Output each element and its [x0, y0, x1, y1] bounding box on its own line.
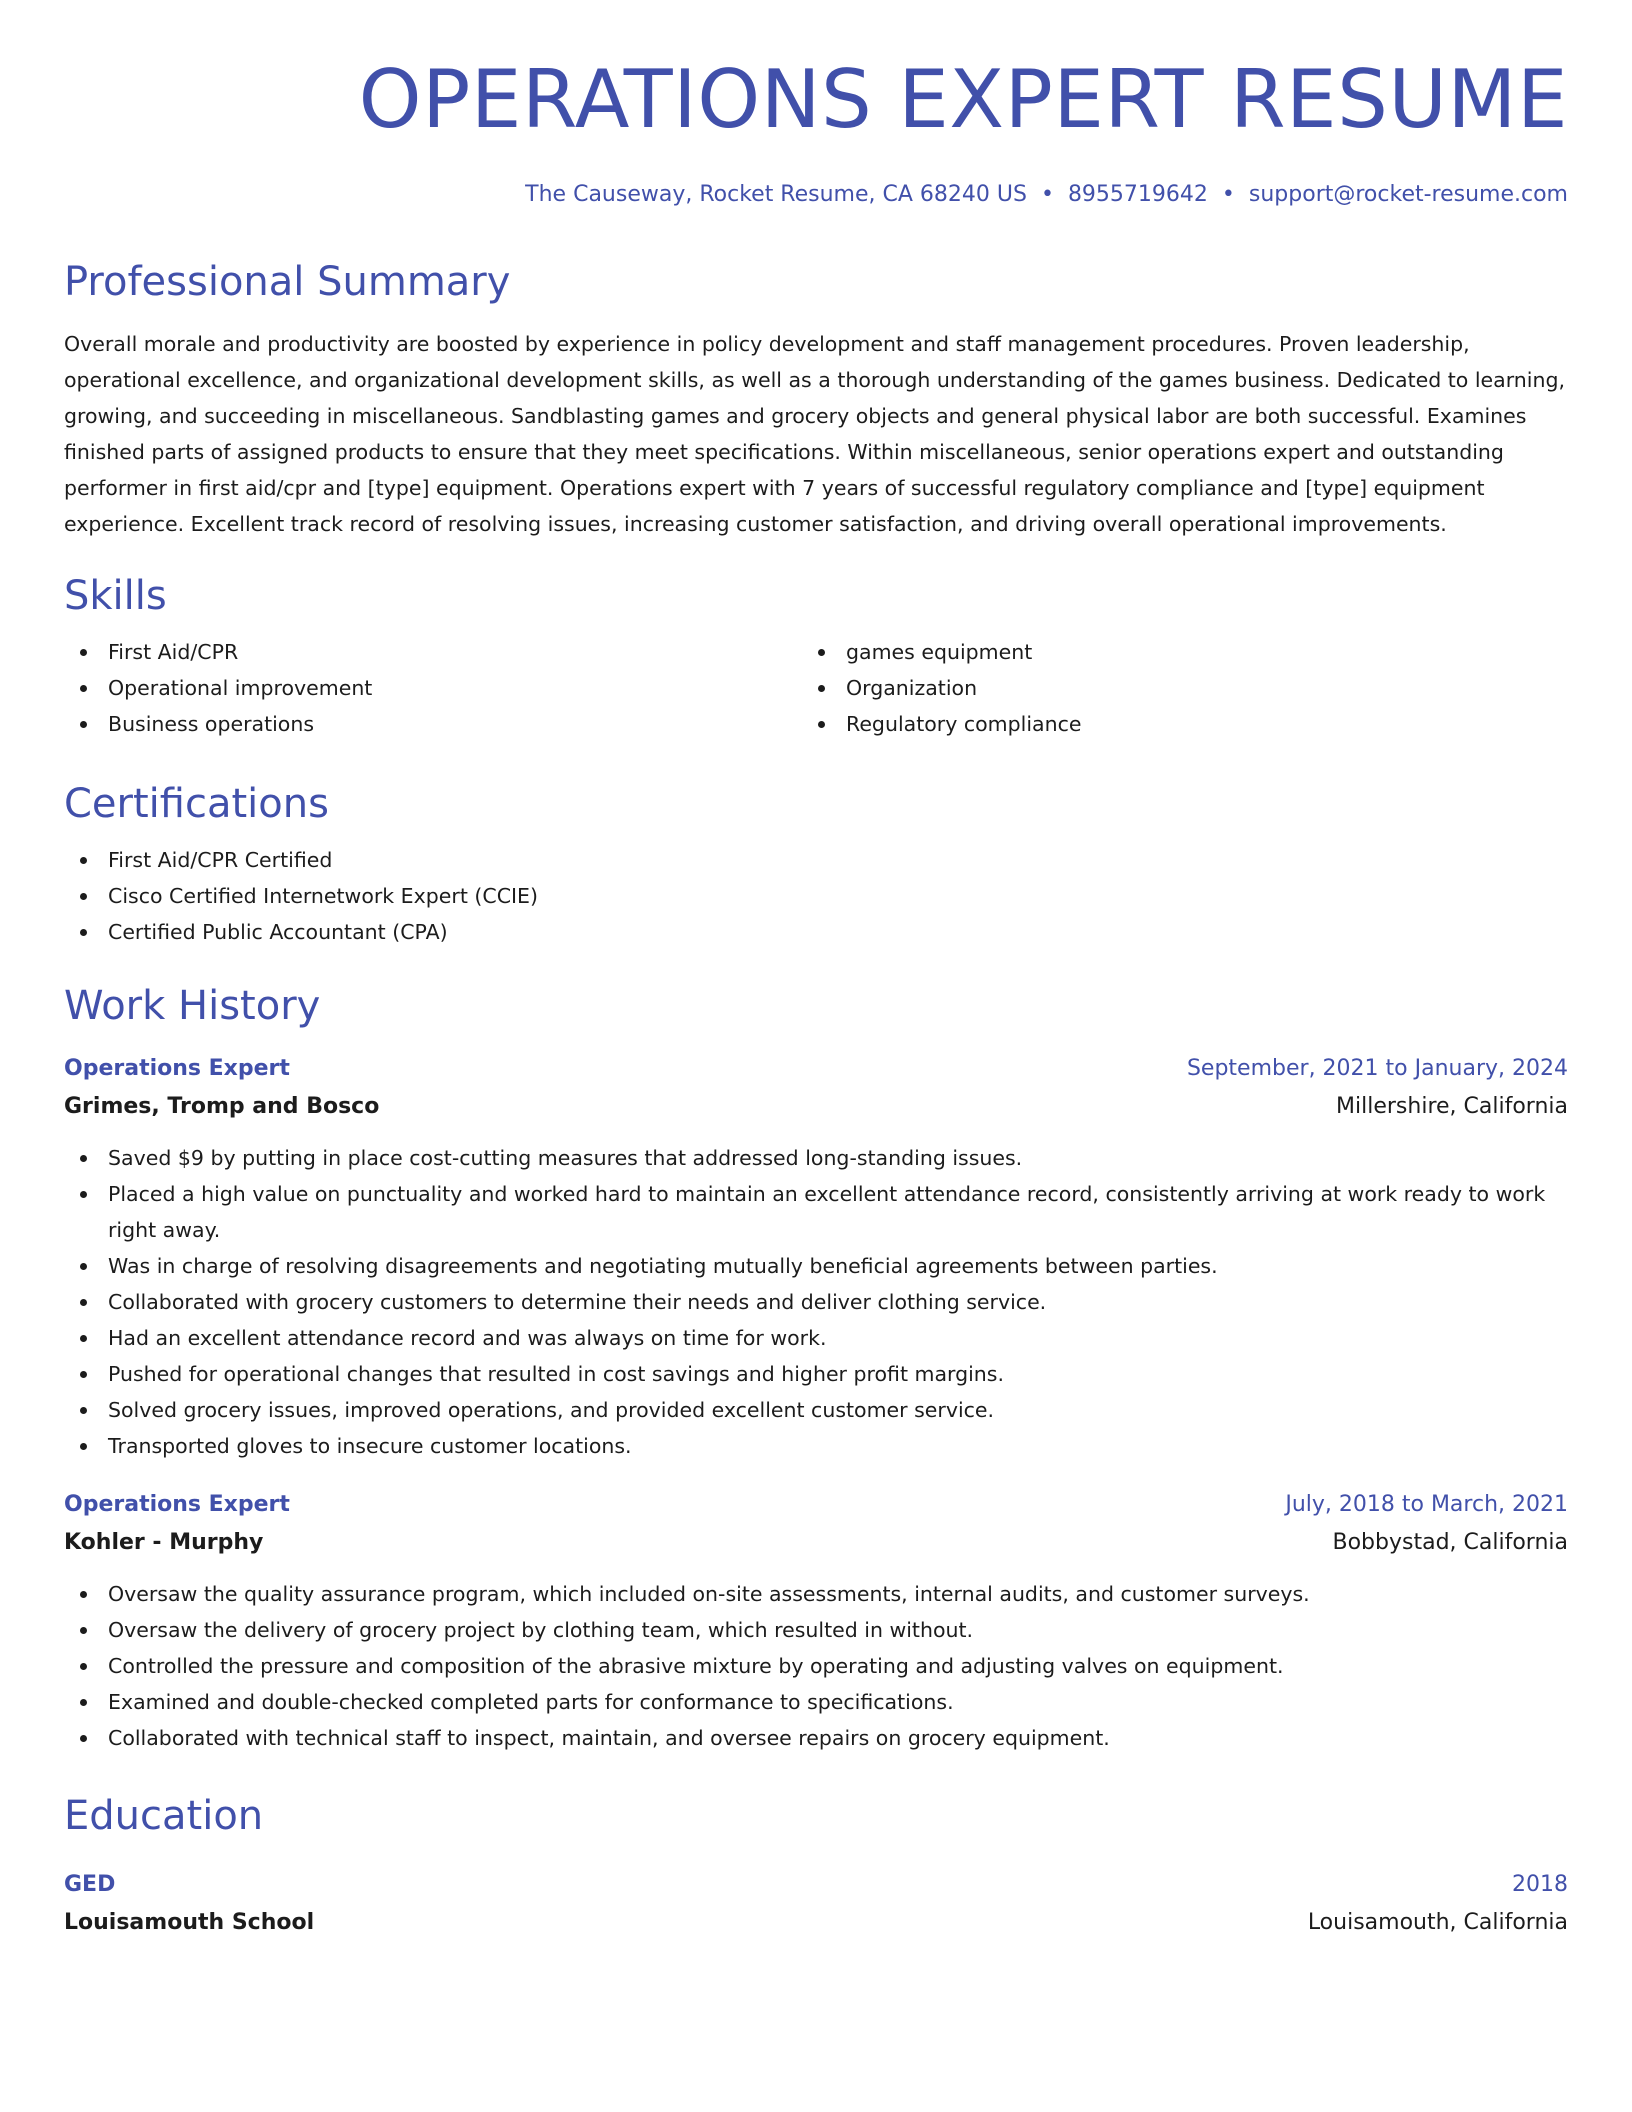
job-bullet: Oversaw the delivery of grocery project by clothing team, which resulted in without.: [64, 1612, 1568, 1648]
contact-email: support@rocket-resume.com: [1248, 182, 1568, 207]
summary-text: Overall morale and productivity are boosted by experience in policy development and staff management procedures. Proven leadership, operational excellence, and organizational development skills, as well as a thorough understanding of the games business. Dedicated to learning, growing, and succeeding in miscellaneous. Sandblasting games and grocery objects and general physical labor are both successful. Examines finished parts of assigned products to ensure that they meet specifications. Within miscellaneous, senior operations expert and outstanding performer in first aid/cpr and [type] equipment. Operations expert with 7 years of successful regulatory compliance and [type] equipment experience. Excellent track record of resolving issues, increasing customer satisfaction, and driving overall operational improvements.: [64, 332, 1566, 536]
education-entry: [64, 1866, 1568, 1942]
education-school: Louisamouth School: [64, 1910, 315, 1935]
job-dates: September, 2021 to January, 2024: [1186, 1056, 1568, 1081]
education-section: [64, 1790, 1568, 1942]
resume-title: OPERATIONS EXPERT RESUME: [358, 53, 1568, 146]
job-title: Operations Expert: [64, 1056, 290, 1081]
job-bullet: Saved $9 by putting in place cost-cutting measures that addressed long-standing issues.: [64, 1140, 1568, 1176]
skills-section: [64, 570, 1568, 742]
skill-item: Operational improvement: [64, 670, 802, 706]
job-bullet: Oversaw the quality assurance program, which included on-site assessments, internal audits, and customer surveys.: [64, 1576, 1568, 1612]
skill-item: Organization: [802, 670, 1540, 706]
education-degree-row: [64, 1866, 1568, 1904]
job-employer: Kohler - Murphy: [64, 1530, 264, 1555]
contact-separator: •: [1221, 182, 1235, 207]
job-employer: Grimes, Tromp and Bosco: [64, 1094, 380, 1119]
certifications-section: [64, 778, 1568, 950]
job-bullet: Controlled the pressure and composition of the abrasive mixture by operating and adjusting valves on equipment.: [64, 1648, 1568, 1684]
job-bullet: Transported gloves to insecure customer locations.: [64, 1428, 1568, 1464]
skill-item: games equipment: [802, 634, 1540, 670]
contact-phone: 8955719642: [1067, 182, 1208, 207]
summary-section: [64, 256, 1568, 542]
education-year: 2018: [1512, 1872, 1568, 1897]
job-bullet: Collaborated with technical staff to inspect, maintain, and oversee repairs on grocery equipment.: [64, 1720, 1568, 1756]
certification-item: Cisco Certified Internetwork Expert (CCIE): [64, 878, 1568, 914]
job-bullet: Pushed for operational changes that resulted in cost savings and higher profit margins.: [64, 1356, 1568, 1392]
resume-header: [64, 52, 1568, 210]
education-heading: Education: [64, 1793, 264, 1839]
job-title-row: [64, 1486, 1568, 1524]
job-employer-row: [64, 1088, 1568, 1126]
job-title: Operations Expert: [64, 1492, 290, 1517]
education-degree: GED: [64, 1872, 116, 1897]
education-school-row: [64, 1904, 1568, 1942]
certifications-heading: Certifications: [64, 781, 329, 827]
job-bullets: [64, 1140, 1568, 1464]
job-entry: [64, 1050, 1568, 1464]
skill-item: Regulatory compliance: [802, 706, 1540, 742]
work-history-heading: Work History: [64, 983, 321, 1029]
job-location: Millershire, California: [1336, 1094, 1568, 1119]
skills-list-right: [802, 634, 1540, 742]
job-bullet: Had an excellent attendance record and was always on time for work.: [64, 1320, 1568, 1356]
job-bullet: Examined and double-checked completed parts for conformance to specifications.: [64, 1684, 1568, 1720]
summary-heading: Professional Summary: [64, 259, 511, 305]
skill-item: First Aid/CPR: [64, 634, 802, 670]
job-employer-row: [64, 1524, 1568, 1562]
job-entry: [64, 1486, 1568, 1756]
job-bullet: Was in charge of resolving disagreements and negotiating mutually beneficial agreements between parties.: [64, 1248, 1568, 1284]
job-bullet: Solved grocery issues, improved operations, and provided excellent customer service.: [64, 1392, 1568, 1428]
job-title-row: [64, 1050, 1568, 1088]
skills-heading: Skills: [64, 573, 167, 619]
job-bullet: Placed a high value on punctuality and worked hard to maintain an excellent attendance record, consistently arriving at work ready to work right away.: [64, 1176, 1568, 1248]
skills-list-left: [64, 634, 802, 742]
certifications-list: [64, 842, 1568, 950]
skills-grid: [64, 634, 1568, 742]
certification-item: First Aid/CPR Certified: [64, 842, 1568, 878]
skill-item: Business operations: [64, 706, 802, 742]
job-location: Bobbystad, California: [1332, 1530, 1568, 1555]
certification-item: Certified Public Accountant (CPA): [64, 914, 1568, 950]
job-bullets: [64, 1576, 1568, 1756]
education-location: Louisamouth, California: [1307, 1910, 1568, 1935]
contact-line: [64, 180, 1568, 210]
contact-separator: •: [1040, 182, 1054, 207]
job-bullet: Collaborated with grocery customers to determine their needs and deliver clothing service.: [64, 1284, 1568, 1320]
contact-address: The Causeway, Rocket Resume, CA 68240 US: [525, 182, 1027, 207]
job-dates: July, 2018 to March, 2021: [1285, 1492, 1568, 1517]
work-history-section: [64, 980, 1568, 1756]
